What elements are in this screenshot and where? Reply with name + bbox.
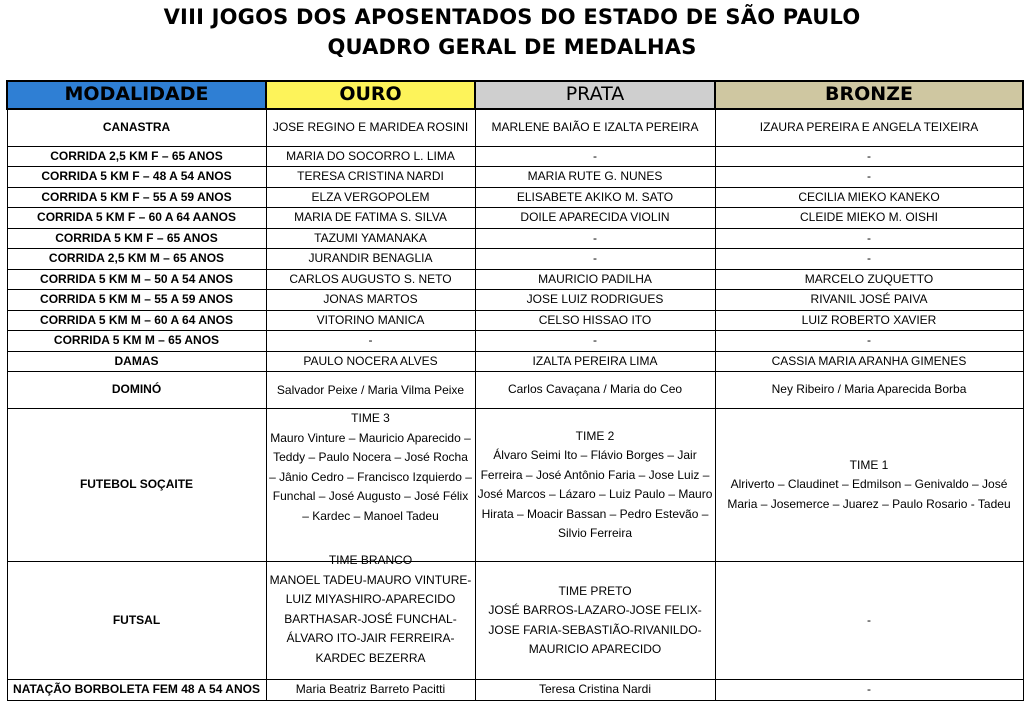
team-title: TIME 2 [575,428,615,443]
prata-cell: Carlos Cavaçana / Maria do Ceo [475,372,715,409]
ouro-cell [266,553,475,680]
table-row [7,146,1023,167]
modalidade-cell: CORRIDA 5 KM M – 55 A 59 ANOS [7,290,266,311]
bronze-cell: Ney Ribeiro / Maria Aparecida Borba [715,372,1023,409]
bronze-cell: - [715,146,1023,167]
table-row [7,409,1023,562]
ouro-cell: JURANDIR BENAGLIA [266,249,475,270]
prata-cell: MARIA RUTE G. NUNES [475,167,715,188]
modalidade-cell: CORRIDA 5 KM F – 55 A 59 ANOS [7,187,266,208]
prata-cell: DOILE APARECIDA VIOLIN [475,208,715,229]
bronze-cell [715,409,1023,562]
column-header-prata: PRATA [475,81,715,109]
modalidade-cell: DAMAS [7,351,266,372]
bronze-cell: CECILIA MIEKO KANEKO [715,187,1023,208]
table-row [7,331,1023,352]
ouro-cell: JONAS MARTOS [266,290,475,311]
table-row [7,680,1023,701]
ouro-cell [266,409,475,562]
prata-cell: - [475,249,715,270]
ouro-cell: Maria Beatriz Barreto Pacitti [266,680,475,701]
prata-cell: Teresa Cristina Nardi [475,680,715,701]
table-row [7,562,1023,680]
bronze-cell: RIVANIL JOSÉ PAIVA [715,290,1023,311]
prata-cell [475,409,715,562]
bronze-cell: - [715,331,1023,352]
modalidade-cell: CORRIDA 5 KM M – 60 A 64 ANOS [7,310,266,331]
ouro-cell: TERESA CRISTINA NARDI [266,167,475,188]
table-row [7,109,1023,146]
ouro-cell: MARIA DO SOCORRO L. LIMA [266,146,475,167]
team-members: MANOEL TADEU-MAURO VINTURE-LUIZ MIYASHIRO-APARECIDO BARTHASAR-JOSÉ FUNCHAL-ÁLVARO ITO-JAIR FERREIRA-KARDEC BEZERRA [269,572,472,665]
ouro-cell: TAZUMI YAMANAKA [266,228,475,249]
ouro-cell: Salvador Peixe / Maria Vilma Peixe [266,372,475,409]
prata-cell: - [475,228,715,249]
bronze-cell: - [715,680,1023,701]
modalidade-cell: CANASTRA [7,109,266,146]
ouro-cell: ELZA VERGOPOLEM [266,187,475,208]
bronze-cell: MARCELO ZUQUETTO [715,269,1023,290]
ouro-cell: JOSE REGINO E MARIDEA ROSINI [266,109,475,146]
prata-cell: ELISABETE AKIKO M. SATO [475,187,715,208]
prata-cell: JOSE LUIZ RODRIGUES [475,290,715,311]
modalidade-cell: NATAÇÃO BORBOLETA FEM 48 A 54 ANOS [7,680,266,701]
table-row [7,290,1023,311]
team-members: JOSÉ BARROS-LAZARO-JOSE FELIX-JOSE FARIA-SEBASTIÃO-RIVANILDO-MAURICIO APARECIDO [488,603,702,656]
column-header-modalidade: MODALIDADE [7,81,266,109]
ouro-cell: PAULO NOCERA ALVES [266,351,475,372]
column-header-ouro: OURO [266,81,475,109]
bronze-cell: LUIZ ROBERTO XAVIER [715,310,1023,331]
page-subtitle: QUADRO GERAL DE MEDALHAS [327,35,697,59]
prata-cell: - [475,331,715,352]
modalidade-cell: CORRIDA 5 KM M – 65 ANOS [7,331,266,352]
table-row [7,351,1023,372]
team-members: Alriverto – Claudinet – Edmilson – Genivaldo – José Maria – Josemerce – Juarez – Paulo Rosario - Tadeu [727,477,1011,511]
ouro-cell: MARIA DE FATIMA S. SILVA [266,208,475,229]
modalidade-cell: DOMINÓ [7,372,266,409]
bronze-cell: CLEIDE MIEKO M. OISHI [715,208,1023,229]
table-row [7,228,1023,249]
prata-cell: MAURICIO PADILHA [475,269,715,290]
team-title: TIME 3 [351,411,390,425]
table-row [7,167,1023,188]
ouro-cell: CARLOS AUGUSTO S. NETO [266,269,475,290]
table-row [7,249,1023,270]
prata-cell: CELSO HISSAO ITO [475,310,715,331]
bronze-cell: CASSIA MARIA ARANHA GIMENES [715,351,1023,372]
team-title: TIME PRETO [558,583,632,598]
ouro-cell: - [266,331,475,352]
modalidade-cell: CORRIDA 5 KM F – 65 ANOS [7,228,266,249]
bronze-cell: IZAURA PEREIRA E ANGELA TEIXEIRA [715,109,1023,146]
page-title: VIII JOGOS DOS APOSENTADOS DO ESTADO DE SÃO PAULO [163,5,861,29]
prata-cell: MARLENE BAIÃO E IZALTA PEREIRA [475,109,715,146]
team-title: TIME 1 [849,457,889,472]
bronze-cell: - [715,562,1023,680]
table-row [7,187,1023,208]
table-row [7,208,1023,229]
column-header-bronze: BRONZE [715,81,1023,109]
team-members: Mauro Vinture – Mauricio Aparecido – Teddy – Paulo Nocera – José Rocha – Jânio Cedro – Francisco Izquierdo – Funchal – José Augusto – José Félix – Kardec – Manoel Tadeu [269,430,472,523]
team-title: TIME BRANCO [328,553,413,567]
modalidade-cell: FUTSAL [7,562,266,680]
bronze-cell: - [715,249,1023,270]
bronze-cell: - [715,228,1023,249]
modalidade-cell: CORRIDA 5 KM M – 50 A 54 ANOS [7,269,266,290]
prata-cell: IZALTA PEREIRA LIMA [475,351,715,372]
modalidade-cell: CORRIDA 5 KM F – 60 A 64 AANOS [7,208,266,229]
modalidade-cell: CORRIDA 2,5 KM M – 65 ANOS [7,249,266,270]
modalidade-cell: CORRIDA 2,5 KM F – 65 ANOS [7,146,266,167]
team-members: Álvaro Seimi Ito – Flávio Borges – Jair Ferreira – José Antônio Faria – Jose Luiz – José Marcos – Lázaro – Luiz Paulo – Mauro Hirata – Moacir Bassan – Pedro Estevão – Silvio Ferreira [477,448,713,540]
table-row [7,269,1023,290]
table-row [7,372,1023,409]
prata-cell [475,562,715,680]
modalidade-cell: FUTEBOL SOÇAITE [7,409,266,562]
ouro-cell: VITORINO MANICA [266,310,475,331]
prata-cell: - [475,146,715,167]
header-row [7,81,1023,109]
modalidade-cell: CORRIDA 5 KM F – 48 A 54 ANOS [7,167,266,188]
medal-table [6,80,1024,701]
bronze-cell: - [715,167,1023,188]
table-row [7,310,1023,331]
